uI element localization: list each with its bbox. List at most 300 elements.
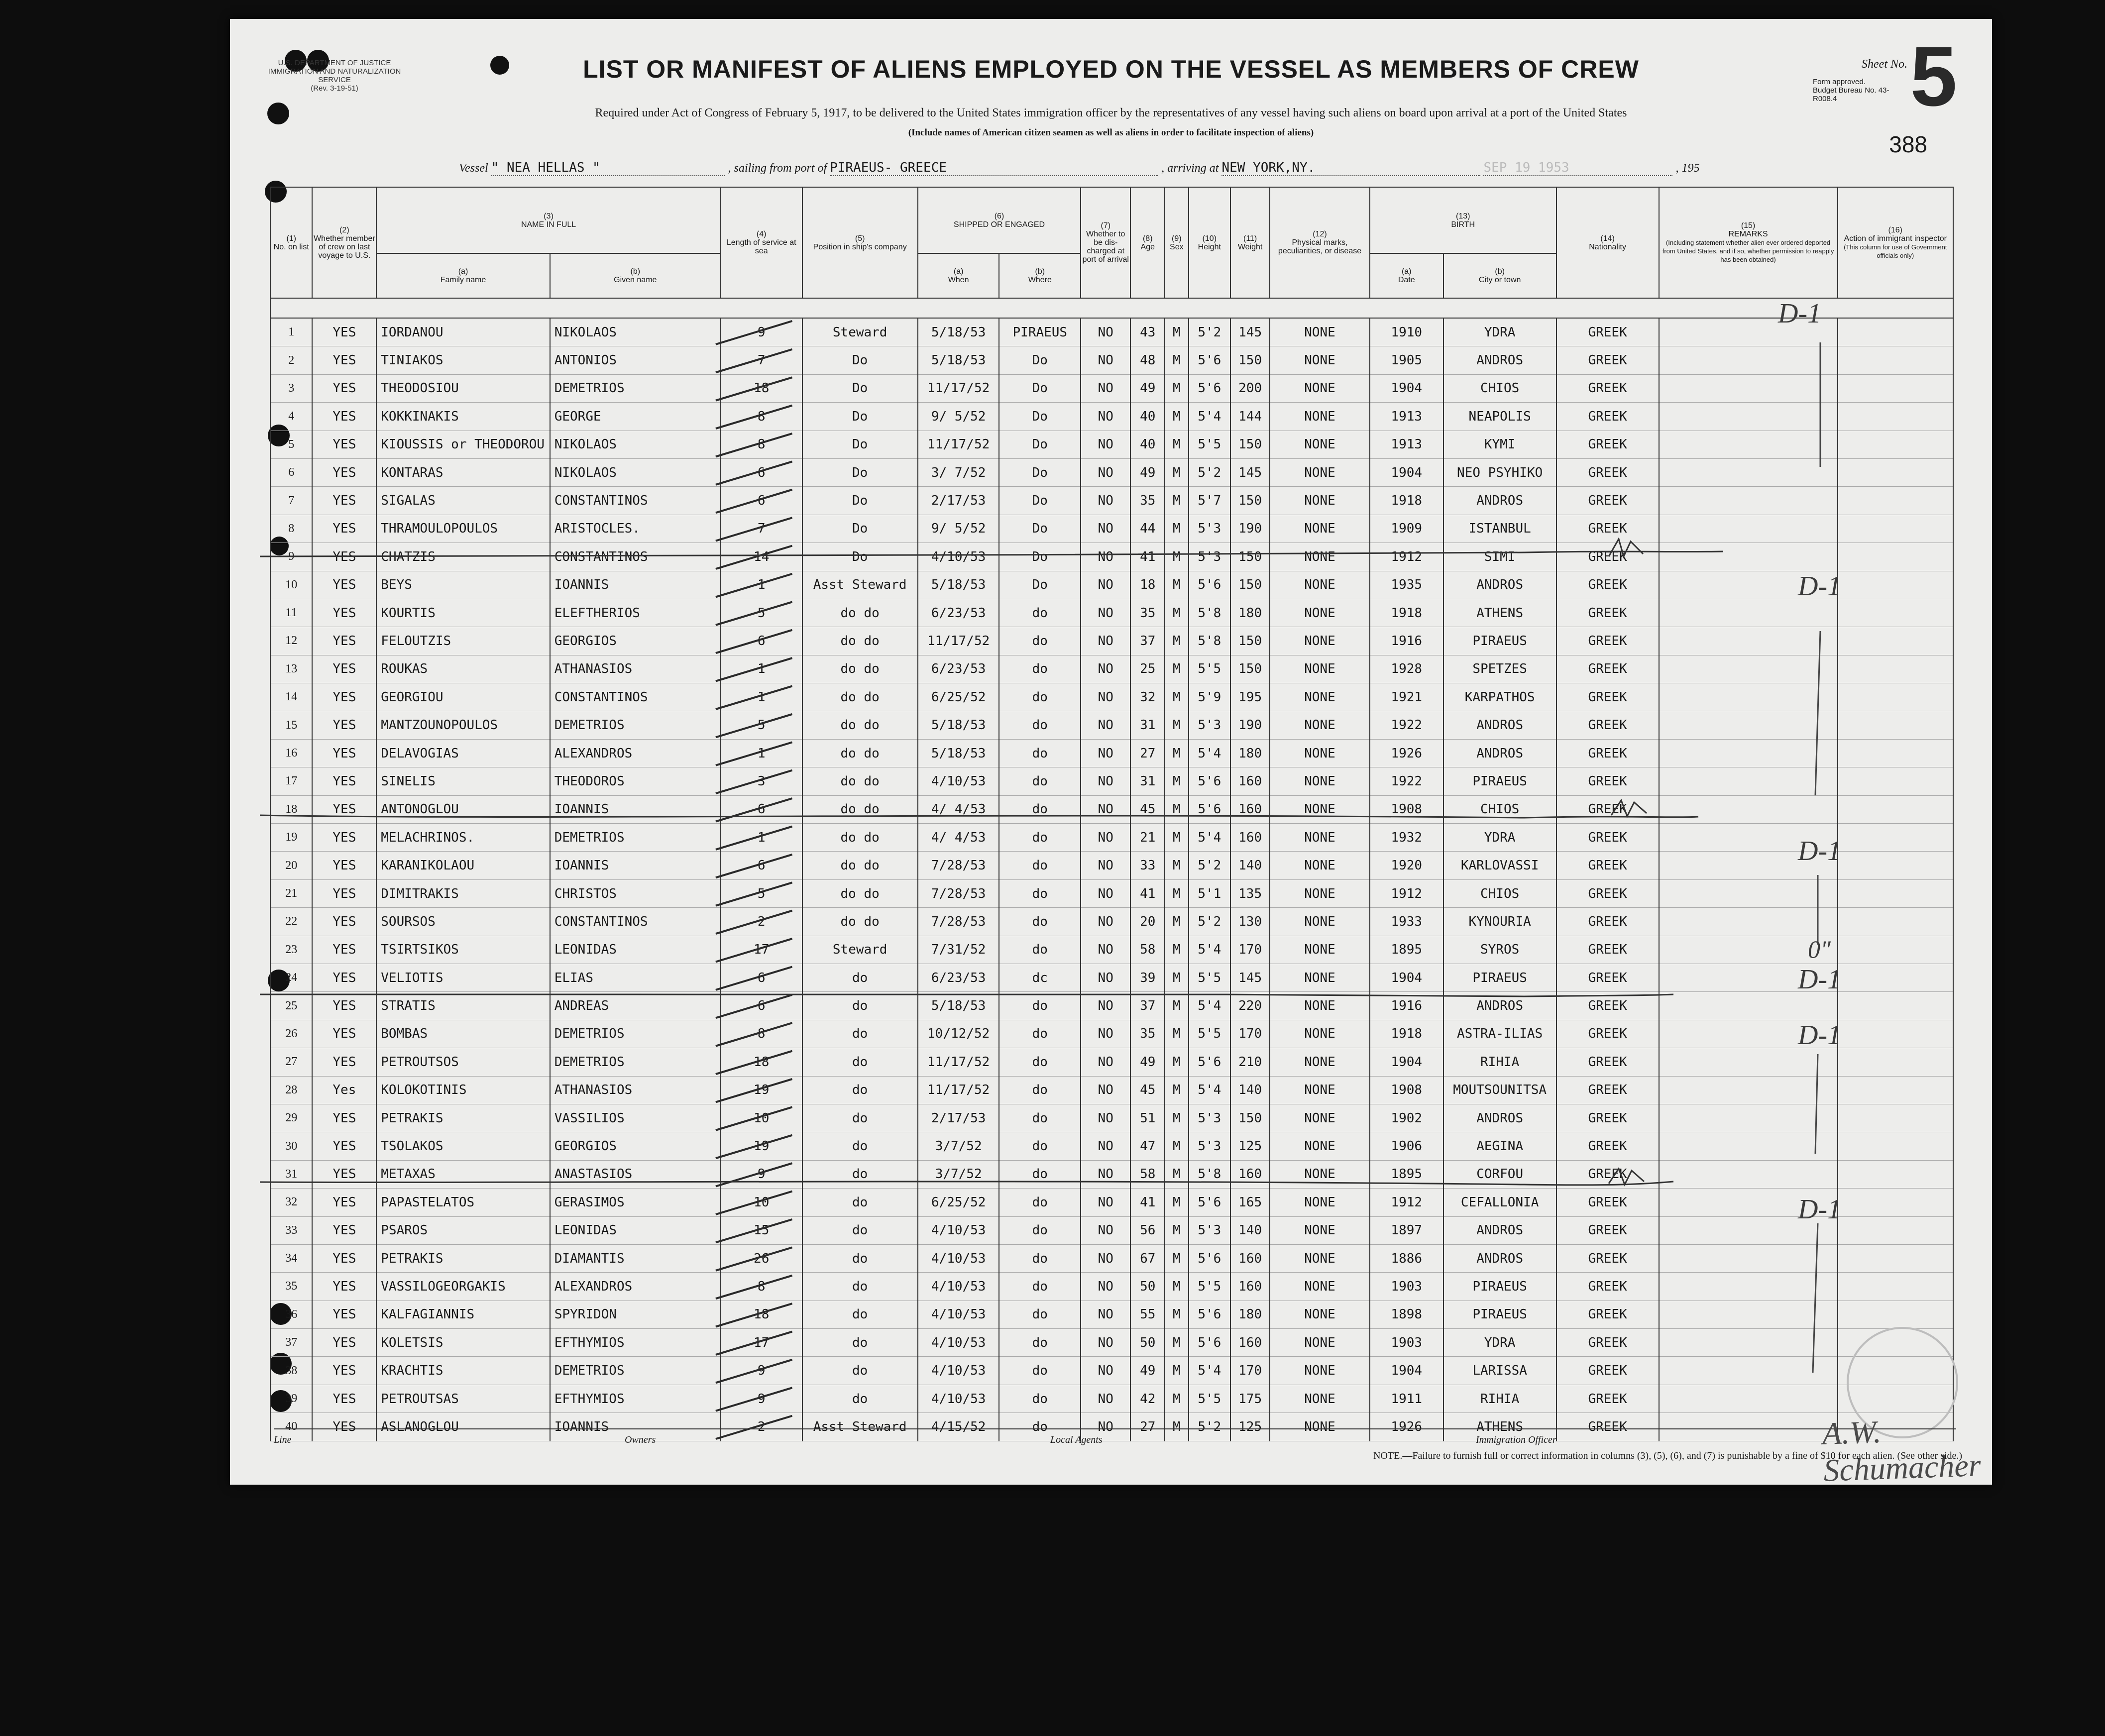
cell-7: 3/7/52 [918, 1160, 999, 1188]
cell-6: do do [802, 879, 918, 907]
cell-17: GREEK [1556, 318, 1659, 346]
cell-12: 5'4 [1189, 936, 1230, 964]
tally-slash [716, 742, 792, 765]
cell-5: 6 [721, 627, 802, 655]
cell-1: 22 [270, 908, 312, 936]
cell-8: Do [999, 543, 1081, 571]
cell-2: YES [312, 1020, 376, 1048]
cell-1: 39 [270, 1385, 312, 1412]
cell-5: 9 [721, 1160, 802, 1188]
cell-8: do [999, 1385, 1081, 1412]
cell-16: CHIOS [1443, 374, 1556, 402]
cell-3: KOURTIS [376, 599, 550, 627]
cell-4: GEORGIOS [550, 1132, 721, 1160]
tally-slash [716, 714, 792, 737]
cell-5: 7 [721, 346, 802, 374]
tally-slash [716, 911, 792, 934]
cell-11: M [1165, 1413, 1189, 1441]
cell-17: GREEK [1556, 571, 1659, 599]
cell-4: ANTONIOS [550, 346, 721, 374]
cell-12: 5'8 [1189, 627, 1230, 655]
cell-8: do [999, 936, 1081, 964]
cell-12: 5'6 [1189, 795, 1230, 823]
col-3a-header: (a) Family name [376, 253, 550, 298]
cell-12: 5'4 [1189, 1076, 1230, 1104]
cell-13: 160 [1230, 824, 1270, 852]
cell-2: YES [312, 1216, 376, 1244]
cell-16: CHIOS [1443, 795, 1556, 823]
cell-3: KOLETSIS [376, 1329, 550, 1357]
cell-12: 5'2 [1189, 852, 1230, 879]
cell-1: 34 [270, 1244, 312, 1272]
cell-8: do [999, 1329, 1081, 1357]
cell-2: YES [312, 739, 376, 767]
tally-slash [716, 855, 792, 877]
cell-15: 1918 [1370, 487, 1443, 515]
cell-11: M [1165, 599, 1189, 627]
cell-5: 26 [721, 1244, 802, 1272]
cell-9: NO [1081, 515, 1130, 542]
cell-12: 5'6 [1189, 1244, 1230, 1272]
cell-8: do [999, 908, 1081, 936]
cell-17: GREEK [1556, 879, 1659, 907]
manifest-page [230, 19, 1992, 1488]
cell-11: M [1165, 1189, 1189, 1216]
cell-4: ATHANASIOS [550, 655, 721, 683]
cell-11: M [1165, 1273, 1189, 1301]
cell-6: Steward [802, 936, 918, 964]
cell-1: 23 [270, 936, 312, 964]
cell-14: NONE [1270, 767, 1370, 795]
cell-6: do [802, 1357, 918, 1385]
cell-17: GREEK [1556, 1189, 1659, 1216]
cell-1: 29 [270, 1104, 312, 1132]
cell-12: 5'4 [1189, 403, 1230, 431]
cell-4: GERASIMOS [550, 1189, 721, 1216]
cell-10: 44 [1130, 515, 1165, 542]
cell-9: NO [1081, 1385, 1130, 1412]
action-note: D-1 [1798, 1194, 1842, 1225]
cell-10: 37 [1130, 992, 1165, 1020]
cell-7: 5/18/53 [918, 992, 999, 1020]
cell-14: NONE [1270, 1216, 1370, 1244]
cell-14: NONE [1270, 936, 1370, 964]
cell-2: YES [312, 571, 376, 599]
col-10-header: (10) Height [1189, 187, 1230, 298]
cell-6: do [802, 1244, 918, 1272]
cell-10: 31 [1130, 711, 1165, 739]
cell-17: GREEK [1556, 1160, 1659, 1188]
cell-14: NONE [1270, 1357, 1370, 1385]
cell-2: YES [312, 1104, 376, 1132]
cell-11: M [1165, 374, 1189, 402]
cell-7: 11/17/52 [918, 1048, 999, 1076]
cell-1: 35 [270, 1273, 312, 1301]
cell-14: NONE [1270, 711, 1370, 739]
cell-13: 175 [1230, 1385, 1270, 1412]
cell-10: 35 [1130, 487, 1165, 515]
cell-7: 10/12/52 [918, 1020, 999, 1048]
cell-4: DEMETRIOS [550, 1048, 721, 1076]
cell-5: 1 [721, 655, 802, 683]
cell-2: YES [312, 992, 376, 1020]
cell-7: 9/ 5/52 [918, 403, 999, 431]
cell-6: do do [802, 711, 918, 739]
cell-5: 9 [721, 1357, 802, 1385]
cell-16: SYROS [1443, 936, 1556, 964]
cell-5: 17 [721, 936, 802, 964]
cell-15: 1908 [1370, 1076, 1443, 1104]
port-from: PIRAEUS- GREECE [830, 160, 1158, 176]
cell-12: 5'3 [1189, 543, 1230, 571]
cell-12: 5'2 [1189, 908, 1230, 936]
cell-8: do [999, 992, 1081, 1020]
cell-15: 1932 [1370, 824, 1443, 852]
cell-13: 125 [1230, 1132, 1270, 1160]
cell-6: do do [802, 824, 918, 852]
vessel-name: " NEA HELLAS " [491, 160, 725, 176]
cell-10: 27 [1130, 1413, 1165, 1441]
tally-slash [716, 1276, 792, 1299]
cell-14: NONE [1270, 1329, 1370, 1357]
cell-10: 41 [1130, 1189, 1165, 1216]
cell-8: dc [999, 964, 1081, 991]
include-note: (Include names of American citizen seamen as well as aliens in order to facilitate inspection of aliens) [908, 127, 1314, 138]
cell-3: SINELIS [376, 767, 550, 795]
tally-slash [716, 1332, 792, 1355]
cell-17: GREEK [1556, 1076, 1659, 1104]
cell-15: 1926 [1370, 1413, 1443, 1441]
cell-17: GREEK [1556, 655, 1659, 683]
cell-17: GREEK [1556, 1244, 1659, 1272]
cell-8: do [999, 1357, 1081, 1385]
cell-7: 7/31/52 [918, 936, 999, 964]
cell-2: YES [312, 515, 376, 542]
cell-9: NO [1081, 1189, 1130, 1216]
cell-4: ELIAS [550, 964, 721, 991]
cell-14: NONE [1270, 1189, 1370, 1216]
cell-9: NO [1081, 1244, 1130, 1272]
cell-4: DIAMANTIS [550, 1244, 721, 1272]
cell-14: NONE [1270, 1413, 1370, 1441]
cell-6: Do [802, 346, 918, 374]
col-6b-header: (b) Where [999, 253, 1081, 298]
cell-14: NONE [1270, 374, 1370, 402]
cell-9: NO [1081, 824, 1130, 852]
cell-7: 5/18/53 [918, 346, 999, 374]
cell-13: 145 [1230, 458, 1270, 486]
cell-7: 4/10/53 [918, 1329, 999, 1357]
cell-2: YES [312, 852, 376, 879]
cell-8: do [999, 1020, 1081, 1048]
tally-slash [716, 377, 792, 400]
cell-6: Do [802, 403, 918, 431]
cell-16: ANDROS [1443, 487, 1556, 515]
cell-12: 5'2 [1189, 458, 1230, 486]
cell-1: 38 [270, 1357, 312, 1385]
cell-9: NO [1081, 1160, 1130, 1188]
cell-5: 7 [721, 515, 802, 542]
cell-11: M [1165, 739, 1189, 767]
cell-7: 4/15/52 [918, 1413, 999, 1441]
cell-15: 1904 [1370, 1357, 1443, 1385]
cell-16: CORFOU [1443, 1160, 1556, 1188]
cell-16: KARLOVASSI [1443, 852, 1556, 879]
cell-3: CHATZIS [376, 543, 550, 571]
cell-9: NO [1081, 458, 1130, 486]
cell-17: GREEK [1556, 627, 1659, 655]
cell-4: IOANNIS [550, 795, 721, 823]
tally-slash [716, 1163, 792, 1186]
cell-2: YES [312, 543, 376, 571]
cell-12: 5'3 [1189, 711, 1230, 739]
cell-16: ATHENS [1443, 1413, 1556, 1441]
cell-4: DEMETRIOS [550, 711, 721, 739]
cell-14: NONE [1270, 458, 1370, 486]
cell-1: 13 [270, 655, 312, 683]
action-note: D-1 [1798, 964, 1842, 995]
cell-14: NONE [1270, 852, 1370, 879]
cell-17: GREEK [1556, 767, 1659, 795]
cell-14: NONE [1270, 1076, 1370, 1104]
cell-15: 1902 [1370, 1104, 1443, 1132]
cell-11: M [1165, 1301, 1189, 1328]
cell-16: PIRAEUS [1443, 767, 1556, 795]
action-note: 0" [1808, 935, 1831, 963]
cell-17: GREEK [1556, 1301, 1659, 1328]
cell-3: KOKKINAKIS [376, 403, 550, 431]
cell-6: do [802, 1132, 918, 1160]
cell-8: PIRAEUS [999, 318, 1081, 346]
date-stamp: SEP 19 1953 [1483, 160, 1672, 176]
cell-3: KALFAGIANNIS [376, 1301, 550, 1328]
cell-5: 6 [721, 852, 802, 879]
cell-2: YES [312, 627, 376, 655]
cell-2: YES [312, 908, 376, 936]
cell-3: THRAMOULOPOULOS [376, 515, 550, 542]
cell-8: do [999, 879, 1081, 907]
cell-14: NONE [1270, 908, 1370, 936]
cell-11: M [1165, 1020, 1189, 1048]
cell-10: 32 [1130, 683, 1165, 711]
cell-10: 27 [1130, 739, 1165, 767]
cell-2: YES [312, 431, 376, 458]
cell-9: NO [1081, 964, 1130, 991]
cell-9: NO [1081, 1329, 1130, 1357]
cell-17: GREEK [1556, 1048, 1659, 1076]
cell-15: 1935 [1370, 571, 1443, 599]
cell-5: 9 [721, 318, 802, 346]
cell-5: 5 [721, 711, 802, 739]
cell-16: KYNOURIA [1443, 908, 1556, 936]
cell-11: M [1165, 318, 1189, 346]
cell-3: KONTARAS [376, 458, 550, 486]
cell-7: 3/ 7/52 [918, 458, 999, 486]
tally-slash [716, 1107, 792, 1130]
cell-16: LARISSA [1443, 1357, 1556, 1385]
cell-13: 160 [1230, 1273, 1270, 1301]
cell-15: 1904 [1370, 1048, 1443, 1076]
cell-8: do [999, 1216, 1081, 1244]
cell-17: GREEK [1556, 1329, 1659, 1357]
cell-8: do [999, 1132, 1081, 1160]
cell-8: do [999, 1160, 1081, 1188]
cell-4: CONSTANTINOS [550, 908, 721, 936]
cell-3: MANTZOUNOPOULOS [376, 711, 550, 739]
footer-line-label: Line [274, 1434, 292, 1445]
cell-13: 170 [1230, 1020, 1270, 1048]
cell-1: 1 [270, 318, 312, 346]
cell-4: ALEXANDROS [550, 739, 721, 767]
cell-8: do [999, 655, 1081, 683]
cell-6: Do [802, 543, 918, 571]
cell-9: NO [1081, 739, 1130, 767]
cell-5: 2 [721, 1413, 802, 1441]
cell-15: 1922 [1370, 767, 1443, 795]
cell-11: M [1165, 1216, 1189, 1244]
cell-14: NONE [1270, 1132, 1370, 1160]
cell-12: 5'6 [1189, 346, 1230, 374]
cell-15: 1897 [1370, 1216, 1443, 1244]
cell-10: 21 [1130, 824, 1165, 852]
cell-3: PETROUTSAS [376, 1385, 550, 1412]
cell-9: NO [1081, 1357, 1130, 1385]
cell-6: do [802, 1216, 918, 1244]
cell-2: YES [312, 1413, 376, 1441]
cell-1: 4 [270, 403, 312, 431]
cell-17: GREEK [1556, 936, 1659, 964]
cell-17: GREEK [1556, 795, 1659, 823]
tally-slash [716, 461, 792, 484]
cell-9: NO [1081, 1413, 1130, 1441]
cell-2: YES [312, 964, 376, 991]
cell-1: 26 [270, 1020, 312, 1048]
cell-13: 150 [1230, 543, 1270, 571]
col-7-header: (7) Whether to be dis-charged at port of arrival [1081, 187, 1130, 298]
cell-10: 35 [1130, 599, 1165, 627]
cell-15: 1906 [1370, 1132, 1443, 1160]
cell-6: do [802, 1048, 918, 1076]
port-to: NEW YORK,NY. [1221, 160, 1480, 176]
cell-2: YES [312, 1132, 376, 1160]
tally-slash [716, 1247, 792, 1270]
cell-3: SIGALAS [376, 487, 550, 515]
cell-14: NONE [1270, 683, 1370, 711]
cell-11: M [1165, 767, 1189, 795]
cell-3: KOLOKOTINIS [376, 1076, 550, 1104]
cell-11: M [1165, 852, 1189, 879]
remark-mark [1609, 539, 1643, 556]
col-15-header: (15) REMARKS (Including statement whether alien ever ordered deported from United States, and if so, whether permission to reapply has been obtained) [1659, 187, 1838, 298]
cell-10: 41 [1130, 879, 1165, 907]
cell-4: ATHANASIOS [550, 1076, 721, 1104]
cell-4: IOANNIS [550, 571, 721, 599]
cell-4: IOANNIS [550, 852, 721, 879]
cell-3: ANTONOGLOU [376, 795, 550, 823]
cell-2: YES [312, 374, 376, 402]
cell-14: NONE [1270, 1273, 1370, 1301]
cell-6: do [802, 992, 918, 1020]
cell-3: TSOLAKOS [376, 1132, 550, 1160]
cell-8: do [999, 1048, 1081, 1076]
cell-11: M [1165, 683, 1189, 711]
col-2-header: (2) Whether member of crew on last voyage to U.S. [312, 187, 376, 298]
cell-2: YES [312, 824, 376, 852]
cell-1: 37 [270, 1329, 312, 1357]
footer-line [274, 1428, 1956, 1446]
cell-12: 5'6 [1189, 571, 1230, 599]
cell-7: 4/10/53 [918, 1357, 999, 1385]
cell-10: 35 [1130, 1020, 1165, 1048]
cell-2: YES [312, 1329, 376, 1357]
cell-5: 14 [721, 543, 802, 571]
cell-5: 5 [721, 879, 802, 907]
cell-15: 1922 [1370, 711, 1443, 739]
cell-17: GREEK [1556, 908, 1659, 936]
cell-9: NO [1081, 908, 1130, 936]
tally-slash [716, 574, 792, 597]
tally-slash [716, 770, 792, 793]
cell-13: 180 [1230, 1301, 1270, 1328]
cell-8: Do [999, 374, 1081, 402]
cell-9: NO [1081, 795, 1130, 823]
cell-12: 5'2 [1189, 318, 1230, 346]
tally-slash [716, 1388, 792, 1410]
cell-9: NO [1081, 1273, 1130, 1301]
cell-14: NONE [1270, 487, 1370, 515]
requirement-text: Required under Act of Congress of February 5, 1917, to be delivered to the United States immigration officer by the representatives of any vessel having such aliens on board upon arrival at a port of the United States [595, 107, 1627, 119]
cell-11: M [1165, 964, 1189, 991]
cell-4: DEMETRIOS [550, 1020, 721, 1048]
cell-13: 160 [1230, 1244, 1270, 1272]
cell-16: ANDROS [1443, 571, 1556, 599]
tally-slash [716, 434, 792, 456]
cell-14: NONE [1270, 515, 1370, 542]
cell-16: ANDROS [1443, 739, 1556, 767]
cell-8: Do [999, 346, 1081, 374]
cell-4: DEMETRIOS [550, 1357, 721, 1385]
tally-slash [716, 995, 792, 1018]
strike-line-row-19 [260, 815, 1698, 818]
cell-13: 140 [1230, 1216, 1270, 1244]
cell-6: do do [802, 599, 918, 627]
cell-16: CHIOS [1443, 879, 1556, 907]
cell-7: 4/10/53 [918, 1244, 999, 1272]
cell-7: 2/17/53 [918, 1104, 999, 1132]
cell-3: DIMITRAKIS [376, 879, 550, 907]
cell-10: 56 [1130, 1216, 1165, 1244]
cell-4: THEODOROS [550, 767, 721, 795]
cell-17: GREEK [1556, 964, 1659, 991]
cell-4: LEONIDAS [550, 936, 721, 964]
cell-11: M [1165, 431, 1189, 458]
sheet-number: 5 [1910, 29, 1957, 124]
cell-10: 49 [1130, 1357, 1165, 1385]
cell-11: M [1165, 1357, 1189, 1385]
cell-12: 5'6 [1189, 1329, 1230, 1357]
cell-12: 5'1 [1189, 879, 1230, 907]
cell-7: 3/7/52 [918, 1132, 999, 1160]
cell-15: 1926 [1370, 739, 1443, 767]
cell-13: 180 [1230, 599, 1270, 627]
cell-4: ARISTOCLES. [550, 515, 721, 542]
cell-9: NO [1081, 1048, 1130, 1076]
cell-11: M [1165, 627, 1189, 655]
cell-8: do [999, 1076, 1081, 1104]
cell-9: NO [1081, 571, 1130, 599]
cell-9: NO [1081, 767, 1130, 795]
cell-1: 18 [270, 795, 312, 823]
